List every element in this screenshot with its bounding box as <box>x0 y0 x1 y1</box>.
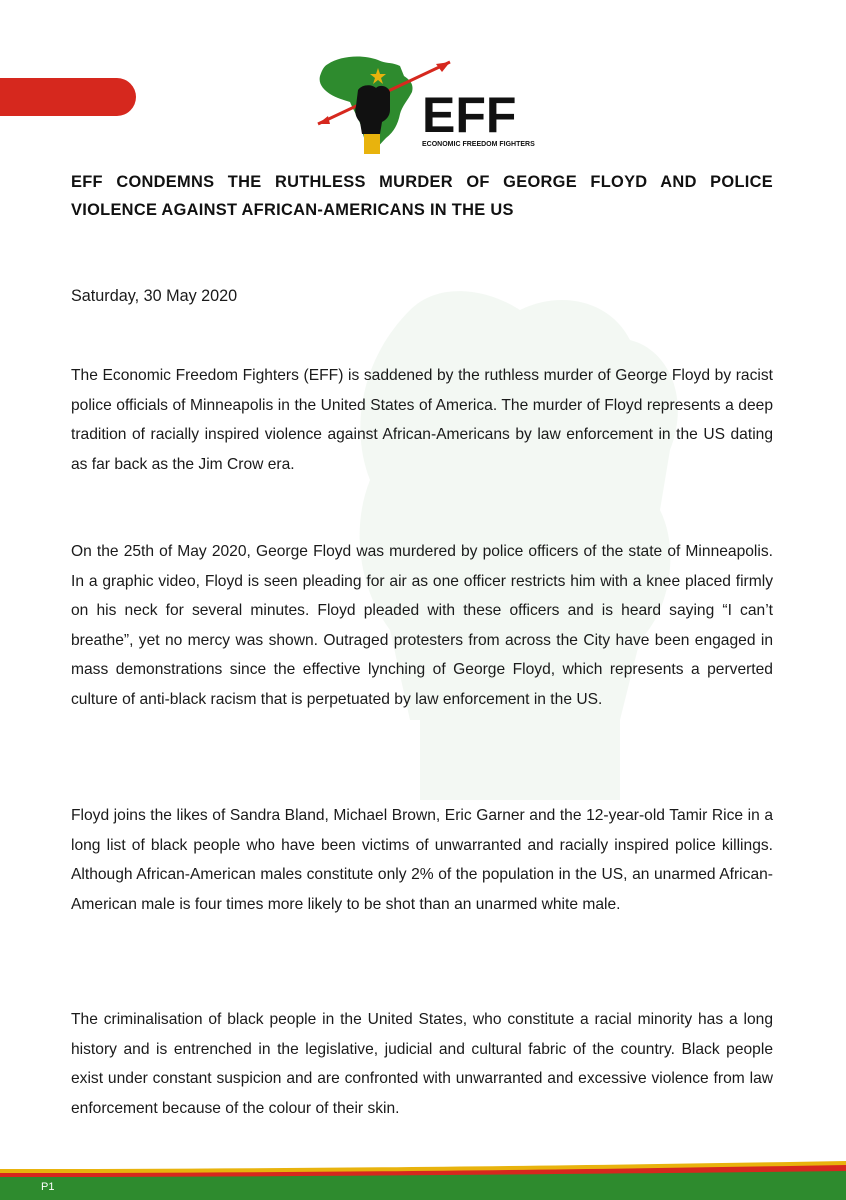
fist-watermark-icon <box>290 250 710 810</box>
eff-logo <box>300 50 540 160</box>
statement-date: Saturday, 30 May 2020 <box>71 287 238 305</box>
body-paragraph-1: The Economic Freedom Fighters (EFF) is saddened by the ruthless murder of George Floyd by racist police officials of Minneapolis in the United States of America. The murder of Floyd represents a deep tradition of racially inspired violence against African-Americans by law enforcement in the US dating as far back as the Jim Crow era. <box>71 367 773 473</box>
logo-subtitle: ECONOMIC FREEDOM FIGHTERS <box>422 141 535 148</box>
red-accent-tab <box>0 78 136 116</box>
statement-title: EFF CONDEMNS THE RUTHLESS MURDER OF GEORGE FLOYD AND POLICE VIOLENCE AGAINST AFRICAN-AMERICANS IN THE US <box>71 173 773 219</box>
logo-wordmark: EFF <box>422 87 517 143</box>
body-paragraph-4: The criminalisation of black people in the United States, who constitute a racial minority has a long history and is entrenched in the legislative, judicial and cultural fabric of the country. Black people exist under constant suspicion and are confronted with unwarranted and excessive violence from law enforcement because of the colour of their skin. <box>71 1011 773 1117</box>
body-paragraph-3: Floyd joins the likes of Sandra Bland, Michael Brown, Eric Garner and the 12-year-old Tamir Rice in a long list of black people who have been victims of unwarranted and racially inspired police killings. Although African-American males constitute only 2% of the population in the US, an unarmed African-American male is four times more likely to be shot than an unarmed white male. <box>71 807 773 913</box>
body-paragraph-2: On the 25th of May 2020, George Floyd was murdered by police officers of the state of Minneapolis. In a graphic video, Floyd is seen pleading for air as one officer restricts him with a knee placed firmly on his neck for several minutes. Floyd pleaded with these officers and is heard saying “I can’t breathe”, yet no mercy was shown. Outraged protesters from across the City have been engaged in mass demonstrations since the effective lynching of George Floyd, which represents a perverted culture of anti-black racism that is perpetuated by law enforcement in the US. <box>71 543 773 708</box>
footer-band <box>0 1155 846 1200</box>
page-number: P1 <box>41 1181 55 1193</box>
